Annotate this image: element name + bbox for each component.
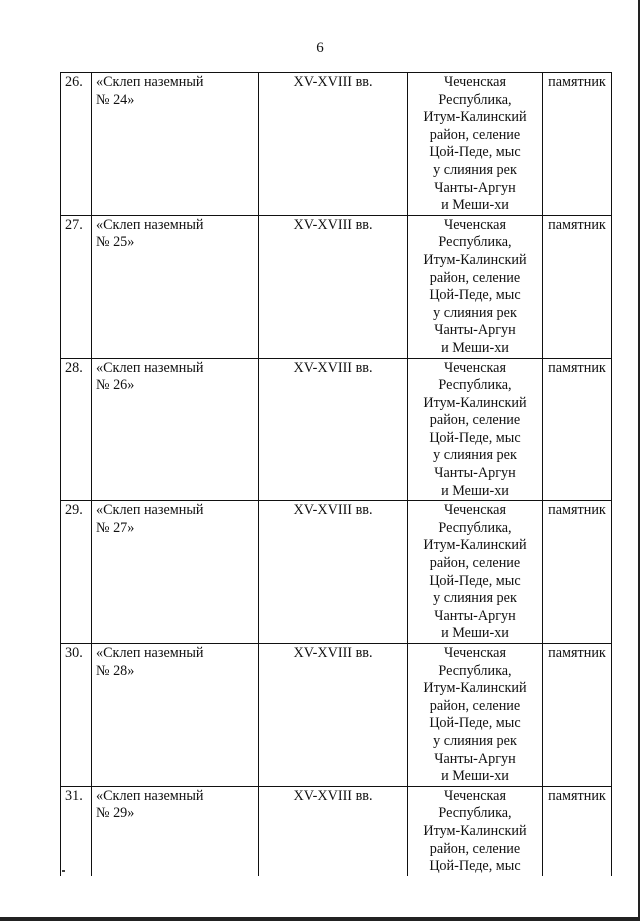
dating-text: XV-XVIII вв. <box>293 74 373 90</box>
location-line: Республика, <box>438 519 512 536</box>
table-row <box>61 501 612 644</box>
object-name-line: № 27» <box>96 519 135 536</box>
dating <box>259 73 408 216</box>
table-row <box>61 215 612 358</box>
row-number-text: 29. <box>65 502 83 519</box>
location-line: Чеченская <box>444 216 506 233</box>
table-row <box>61 73 612 216</box>
location-line: Итум-Калинский <box>423 394 527 411</box>
dating <box>259 358 408 501</box>
location-line: Чеченская <box>444 359 506 376</box>
dating-text: XV-XVIII вв. <box>293 216 373 233</box>
location-line: и Меши-хи <box>441 482 509 499</box>
object-name-line: «Склеп наземный <box>96 787 204 804</box>
location-line: Итум-Калинский <box>423 251 527 268</box>
dating-text: XV-XVIII вв. <box>293 645 373 661</box>
row-number <box>61 358 92 501</box>
location-line: Итум-Калинский <box>423 680 527 697</box>
table-row <box>61 786 612 875</box>
location-line: Республика, <box>438 377 512 394</box>
location-line: и Меши-хи <box>441 339 509 356</box>
category-text: памятник <box>548 787 606 804</box>
location-line: Чеченская <box>444 787 506 804</box>
dating <box>259 215 408 358</box>
location-line: у слияния рек <box>433 732 517 749</box>
location-line: Чеченская <box>444 74 506 90</box>
category <box>543 215 612 358</box>
row-number <box>61 501 92 644</box>
category <box>543 786 612 875</box>
location-line: район, селение <box>429 269 521 286</box>
location-line: и Меши-хи <box>441 625 509 642</box>
row-number-text: 27. <box>65 216 83 233</box>
object-name-line: «Склеп наземный <box>96 502 204 519</box>
object-name-line: № 25» <box>96 234 135 251</box>
object-name-line: № 28» <box>96 662 135 679</box>
location-line: район, селение <box>429 840 521 857</box>
location-line: Чеченская <box>444 502 506 519</box>
object-name-line: «Склеп наземный <box>96 645 204 661</box>
category-text: памятник <box>548 645 606 661</box>
location-line: Республика, <box>438 662 512 679</box>
object-name <box>92 358 259 501</box>
page-bottom-edge <box>0 917 640 921</box>
location-line: Итум-Калинский <box>423 109 527 126</box>
category <box>543 73 612 216</box>
location-line: Цой-Педе, мыс <box>429 144 521 161</box>
object-name <box>92 215 259 358</box>
row-number-text: 31. <box>65 787 83 804</box>
location-line: район, селение <box>429 126 521 143</box>
location-line: Цой-Педе, мыс <box>429 287 521 304</box>
location-line: у слияния рек <box>433 447 517 464</box>
row-number <box>61 215 92 358</box>
page-number: 6 <box>316 40 324 56</box>
object-name <box>92 73 259 216</box>
location <box>408 73 543 216</box>
object-name-line: «Склеп наземный <box>96 74 204 90</box>
dating <box>259 644 408 787</box>
row-number-text: 26. <box>65 74 83 90</box>
location <box>408 786 543 875</box>
location-line: Республика, <box>438 91 512 108</box>
object-name-line: «Склеп наземный <box>96 359 204 376</box>
location-line: Чанты-Аргун <box>434 607 516 624</box>
dating <box>259 501 408 644</box>
category-text: памятник <box>548 216 606 233</box>
location-line: Республика, <box>438 805 512 822</box>
monuments-table <box>60 72 612 876</box>
row-number-text: 30. <box>65 645 83 661</box>
row-number <box>61 644 92 787</box>
object-name-line: «Склеп наземный <box>96 216 204 233</box>
location <box>408 501 543 644</box>
category-text: памятник <box>548 74 606 90</box>
location-line: район, селение <box>429 697 521 714</box>
location-line: Итум-Калинский <box>423 537 527 554</box>
category <box>543 358 612 501</box>
location-line: район, селение <box>429 555 521 572</box>
row-number <box>61 786 92 875</box>
object-name-line: № 24» <box>96 91 135 108</box>
category <box>543 501 612 644</box>
location-line: и Меши-хи <box>441 197 509 214</box>
dating-text: XV-XVIII вв. <box>293 787 373 804</box>
location <box>408 358 543 501</box>
location-line: Чанты-Аргун <box>434 465 516 482</box>
dating <box>259 786 408 875</box>
object-name-line: № 26» <box>96 377 135 394</box>
category-text: памятник <box>548 502 606 519</box>
location-line: Цой-Педе, мыс <box>429 572 521 589</box>
location-line: Цой-Педе, мыс <box>429 715 521 732</box>
dating-text: XV-XVIII вв. <box>293 359 373 376</box>
location-line: Чанты-Аргун <box>434 322 516 339</box>
location-line: у слияния рек <box>433 161 517 178</box>
row-number-text: 28. <box>65 359 83 376</box>
location-line: Чанты-Аргун <box>434 750 516 767</box>
location-line: Итум-Калинский <box>423 822 527 839</box>
object-name <box>92 501 259 644</box>
location-line: Цой-Педе, мыс <box>429 858 521 875</box>
location <box>408 215 543 358</box>
category-text: памятник <box>548 359 606 376</box>
dating-text: XV-XVIII вв. <box>293 502 373 519</box>
location <box>408 644 543 787</box>
table-row <box>61 644 612 787</box>
object-name-line: № 29» <box>96 805 135 822</box>
scan-speck <box>62 870 65 872</box>
location-line: у слияния рек <box>433 590 517 607</box>
object-name <box>92 786 259 875</box>
row-number <box>61 73 92 216</box>
category <box>543 644 612 787</box>
object-name <box>92 644 259 787</box>
location-line: и Меши-хи <box>441 768 509 785</box>
location-line: район, селение <box>429 412 521 429</box>
table-row <box>61 358 612 501</box>
location-line: Республика, <box>438 234 512 251</box>
location-line: Чеченская <box>444 645 506 661</box>
location-line: Цой-Педе, мыс <box>429 429 521 446</box>
location-line: у слияния рек <box>433 304 517 321</box>
location-line: Чанты-Аргун <box>434 179 516 196</box>
